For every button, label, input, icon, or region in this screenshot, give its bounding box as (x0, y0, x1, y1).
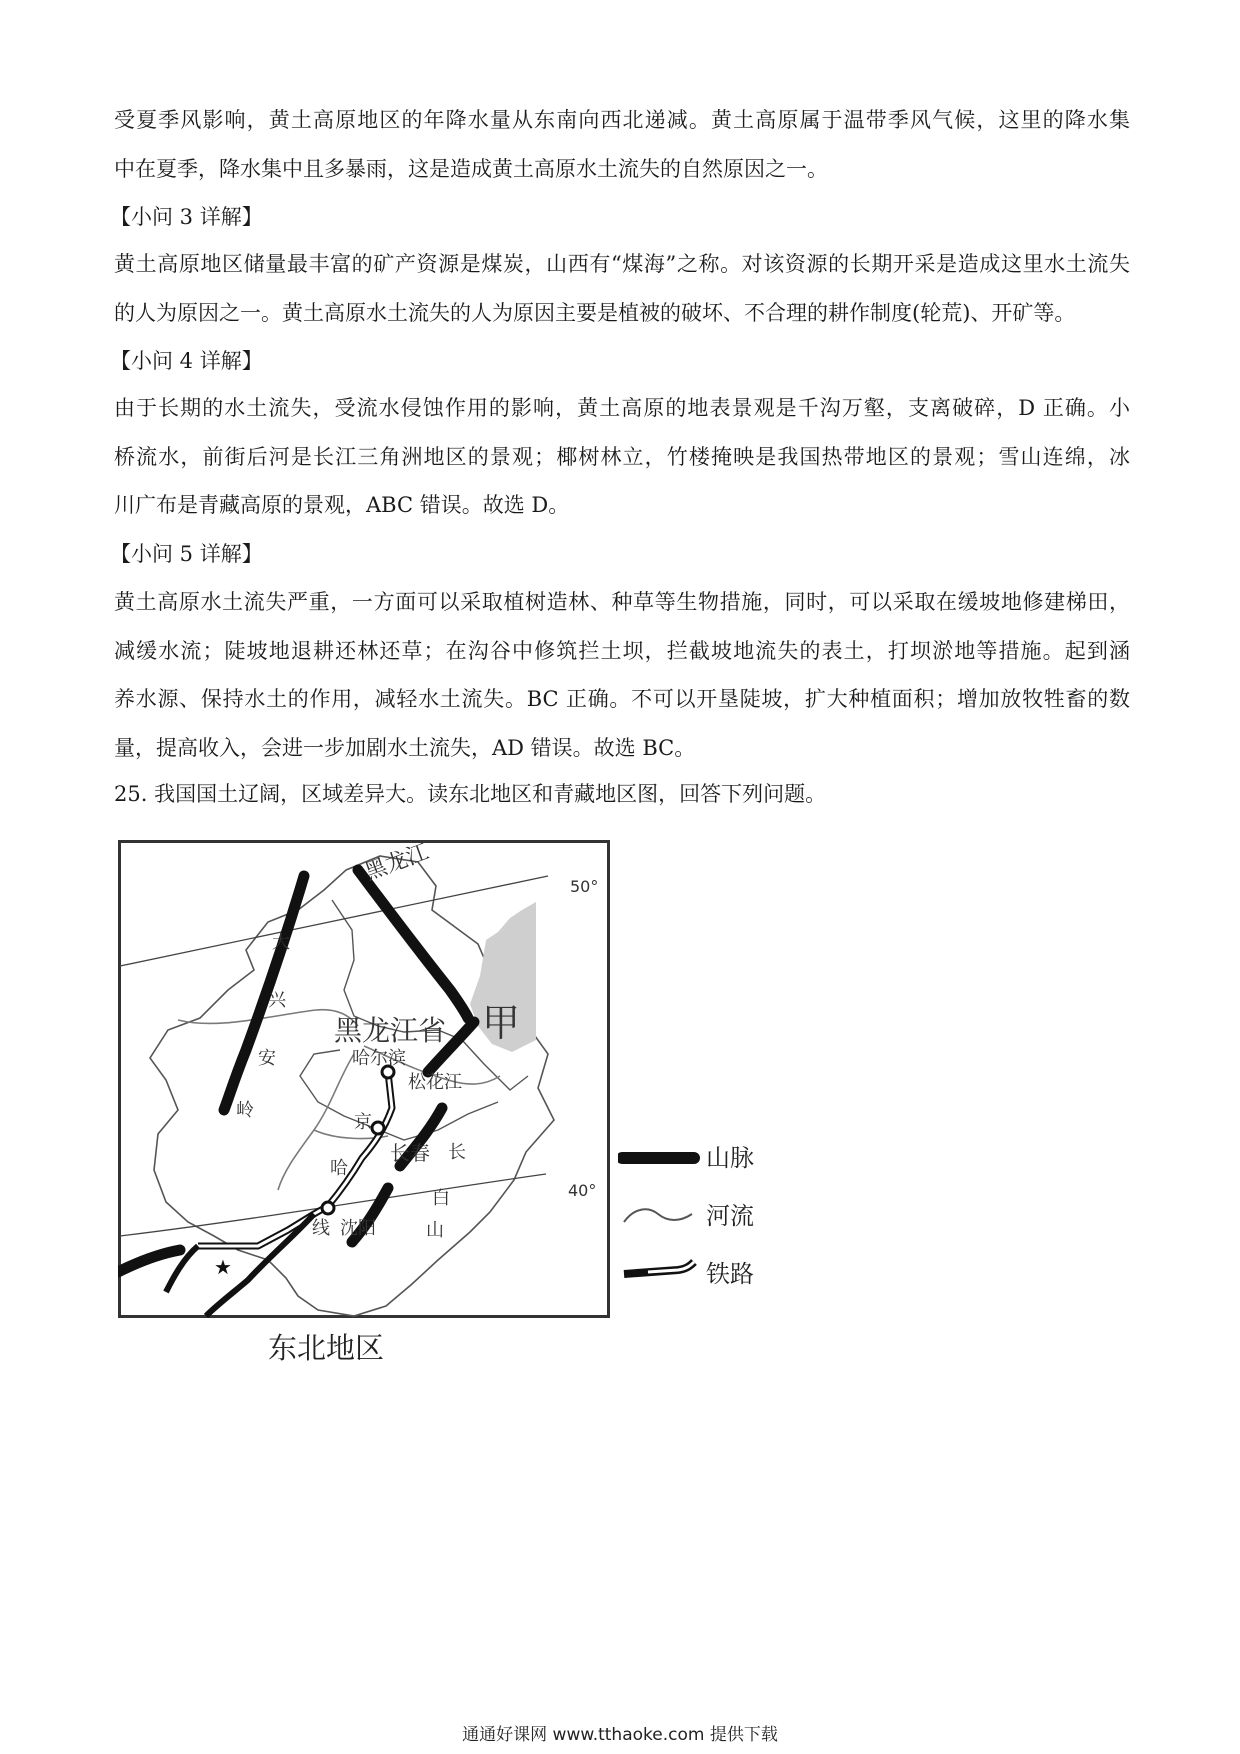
text-line: 桥流水，前街后河是长江三角洲地区的景观；椰树林立，竹楼掩映是我国热带地区的景观；雪山连绵，冰 (114, 444, 1130, 469)
text-line: 由于长期的水土流失，受流水侵蚀作用的影响，黄土高原的地表景观是千沟万壑，支离破碎，D 正确。小 (114, 396, 1130, 420)
text-line: 中在夏季，降水集中且多暴雨，这是造成黄土高原水土流失的自然原因之一。 (114, 156, 828, 181)
text-line: 川广布是青藏高原的景观，ABC 错误。故选 D。 (114, 493, 570, 517)
label-bai: 白 (432, 1188, 450, 1209)
label-ha: 哈 (330, 1158, 348, 1179)
legend-railway-label: 铁路 (706, 1260, 754, 1288)
city-marker-shenyang (322, 1202, 334, 1214)
map-svg (118, 840, 610, 1318)
label-xian: 线 (312, 1218, 330, 1239)
label-jia: 甲 (482, 1001, 521, 1045)
label-lat-40: 40° (568, 1181, 597, 1200)
paragraph-summer-monsoon (114, 96, 1130, 193)
legend-river-label: 河流 (706, 1202, 754, 1230)
text-line: 受夏季风影响，黄土高原地区的年降水量从东南向西北递减。黄土高原属于温带季风气候，这里的降水集 (114, 108, 1130, 132)
text-line: 量，提高收入，会进一步加剧水土流失，AD 错误。故选 BC。 (114, 735, 696, 760)
label-chang: 长 (448, 1142, 466, 1163)
label-songhua-river: 松花江 (408, 1072, 462, 1093)
northeast-china-map (118, 840, 610, 1318)
label-shan: 山 (426, 1220, 444, 1241)
text-line: 黄土高原水土流失严重，一方面可以采取植树造林、种草等生物措施，同时，可以采取在缓坡地修建梯田， (114, 590, 1130, 614)
legend-mountain-label: 山脉 (706, 1144, 754, 1172)
page-footer: 通通好课网 www.tthaoke.com 提供下载 (462, 1725, 778, 1745)
paragraph-subquestion-4 (114, 384, 1130, 530)
capital-star-icon: ★ (214, 1255, 232, 1279)
label-ling: 岭 (236, 1100, 254, 1121)
text-line: 的人为原因之一。黄土高原水土流失的人为原因主要是植被的破坏、不合理的耕作制度(轮荒)、开矿等。 (114, 300, 1076, 325)
label-an: 安 (258, 1048, 276, 1069)
label-lat-50: 50° (570, 877, 599, 896)
subquestion-5-heading: 【小问 5 详解】 (110, 542, 263, 566)
label-harbin: 哈尔滨 (352, 1048, 406, 1069)
question-25-prompt: 25. 我国国土辽阔，区域差异大。读东北地区和青藏地区图，回答下列问题。 (114, 782, 827, 806)
label-shenyang: 沈阳 (340, 1218, 376, 1239)
label-changchun: 长春 (390, 1141, 430, 1165)
text-line: 黄土高原地区储量最丰富的矿产资源是煤炭，山西有“煤海”之称。对该资源的长期开采是造成这里水土流失 (114, 252, 1130, 276)
paragraph-subquestion-3 (114, 240, 1130, 337)
map-caption: 东北地区 (268, 1331, 385, 1365)
subquestion-3-heading: 【小问 3 详解】 (110, 205, 263, 229)
label-province: 黑龙江省 (334, 1014, 447, 1047)
text-line: 养水源、保持水土的作用，减轻水土流失。BC 正确。不可以开垦陡坡，扩大种植面积；增加放牧牲畜的数 (114, 687, 1130, 711)
legend-river-swatch (624, 1209, 692, 1222)
subquestion-4-heading: 【小问 4 详解】 (110, 349, 263, 373)
map-legend (618, 1130, 778, 1290)
text-line: 减缓水流；陡坡地退耕还林还草；在沟谷中修筑拦土坝，拦截坡地流失的表土，打坝淤地等措施。起到涵 (114, 638, 1130, 663)
label-jing: 京 (354, 1112, 372, 1133)
label-xing: 兴 (268, 990, 286, 1011)
label-heilongjiang-river: 黑龙江 (361, 840, 433, 886)
label-da: 大 (272, 932, 290, 953)
city-marker-changchun (372, 1122, 384, 1134)
paragraph-subquestion-5 (114, 578, 1130, 772)
